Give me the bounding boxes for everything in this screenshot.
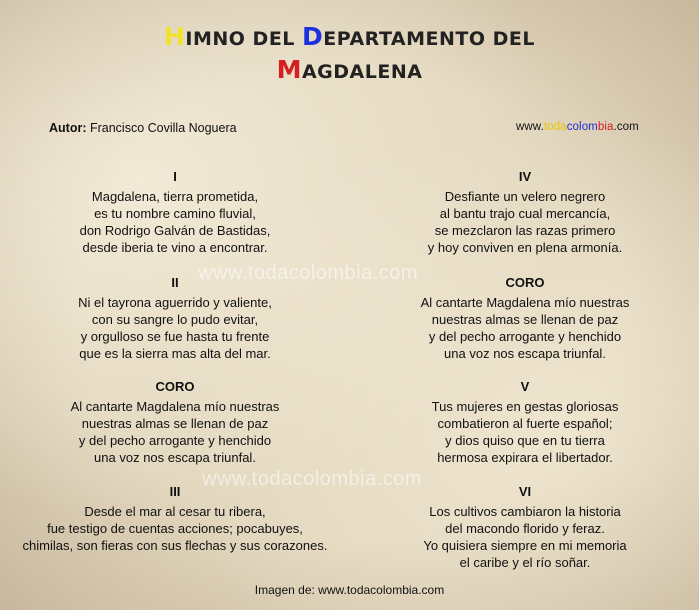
verse-line: es tu nombre camino fluvial, <box>94 206 256 221</box>
verse-block <box>375 378 675 466</box>
footer-credit: Imagen de: www.todacolombia.com <box>254 583 445 597</box>
watermark-2: www.todacolombia.com <box>202 468 423 490</box>
verse-line: del macondo florido y feraz. <box>445 521 605 536</box>
verse-line: se mezclaron las razas primero <box>434 223 616 238</box>
verse-line: nuestras almas se llenan de paz <box>431 312 619 327</box>
verse-heading: III <box>169 484 181 499</box>
verse-line: con su sangre lo pudo evitar, <box>91 312 259 327</box>
verse-block <box>375 168 675 256</box>
verse-heading: CORO <box>155 379 195 394</box>
verse-line: una voz nos escapa triunfal. <box>444 346 606 361</box>
title-text: AGDALENA <box>301 61 423 83</box>
verse-line: combatieron al fuerte español; <box>437 416 613 431</box>
site-link-part: colom <box>566 121 598 133</box>
site-link-part: toda <box>543 121 567 133</box>
verse-block <box>2 483 348 554</box>
verse-heading: V <box>520 379 530 394</box>
verse-line: hermosa expirara el libertador. <box>437 450 613 465</box>
verse-line: nuestras almas se llenan de paz <box>81 416 269 431</box>
site-link-part: www. <box>516 121 544 133</box>
title-line-2 <box>0 55 699 84</box>
verse-block <box>2 274 348 362</box>
verse-heading: VI <box>518 484 532 499</box>
title-text: IMNO DEL <box>185 28 303 50</box>
verse-line: Tus mujeres en gestas gloriosas <box>431 399 619 414</box>
verse-line: y dios quiso que en tu tierra <box>445 433 605 448</box>
verse-heading: IV <box>518 169 532 184</box>
site-link[interactable] <box>516 121 639 133</box>
author-line <box>49 121 237 135</box>
site-link-part: .com <box>613 121 639 133</box>
verse-block <box>2 168 348 256</box>
verse-line: Magdalena, tierra prometida, <box>91 189 259 204</box>
verse-line: Al cantarte Magdalena mío nuestras <box>420 295 630 310</box>
verse-block <box>375 483 675 571</box>
title-capital: H <box>163 22 186 51</box>
title-capital: D <box>302 22 324 51</box>
verse-heading: II <box>171 275 179 290</box>
verse-line: Al cantarte Magdalena mío nuestras <box>70 399 280 414</box>
title-text: EPARTAMENTO DEL <box>323 28 536 50</box>
verse-line: Ni el tayrona aguerrido y valiente, <box>78 295 272 310</box>
watermark-1: www.todacolombia.com <box>198 262 419 284</box>
verse-line: una voz nos escapa triunfal. <box>94 450 256 465</box>
author-label: Autor: <box>49 121 87 135</box>
verse-line: el caribe y el río soñar. <box>459 555 591 570</box>
verse-line: Desfiante un velero negrero <box>444 189 606 204</box>
site-link-part: bia <box>597 121 614 133</box>
verse-line: desde iberia te vino a encontrar. <box>82 240 268 255</box>
verse-line: chimilas, son fieras con sus flechas y sus corazones. <box>22 538 328 553</box>
verse-block <box>2 378 348 466</box>
verse-line: fue testigo de cuentas acciones; pocabuyes, <box>47 521 303 536</box>
verse-line: Desde el mar al cesar tu ribera, <box>84 504 266 519</box>
verse-line: y orgulloso se fue hasta tu frente <box>80 329 270 344</box>
verse-line: y del pecho arrogante y henchido <box>78 433 272 448</box>
verse-line: al bantu trajo cual mercancía, <box>439 206 611 221</box>
verse-line: Yo quisiera siempre en mi memoria <box>423 538 627 553</box>
title-capital: M <box>276 55 302 84</box>
verse-line: que es la sierra mas alta del mar. <box>79 346 271 361</box>
verse-line: Los cultivos cambiaron la historia <box>429 504 621 519</box>
title-line-1 <box>0 22 699 51</box>
verse-heading: CORO <box>505 275 545 290</box>
verse-line: y del pecho arrogante y henchido <box>428 329 622 344</box>
author-name: Francisco Covilla Noguera <box>89 121 237 135</box>
verse-heading: I <box>173 169 177 184</box>
verse-line: y hoy conviven en plena armonía. <box>427 240 623 255</box>
verse-block <box>375 274 675 362</box>
verse-line: don Rodrigo Galván de Bastidas, <box>79 223 271 238</box>
